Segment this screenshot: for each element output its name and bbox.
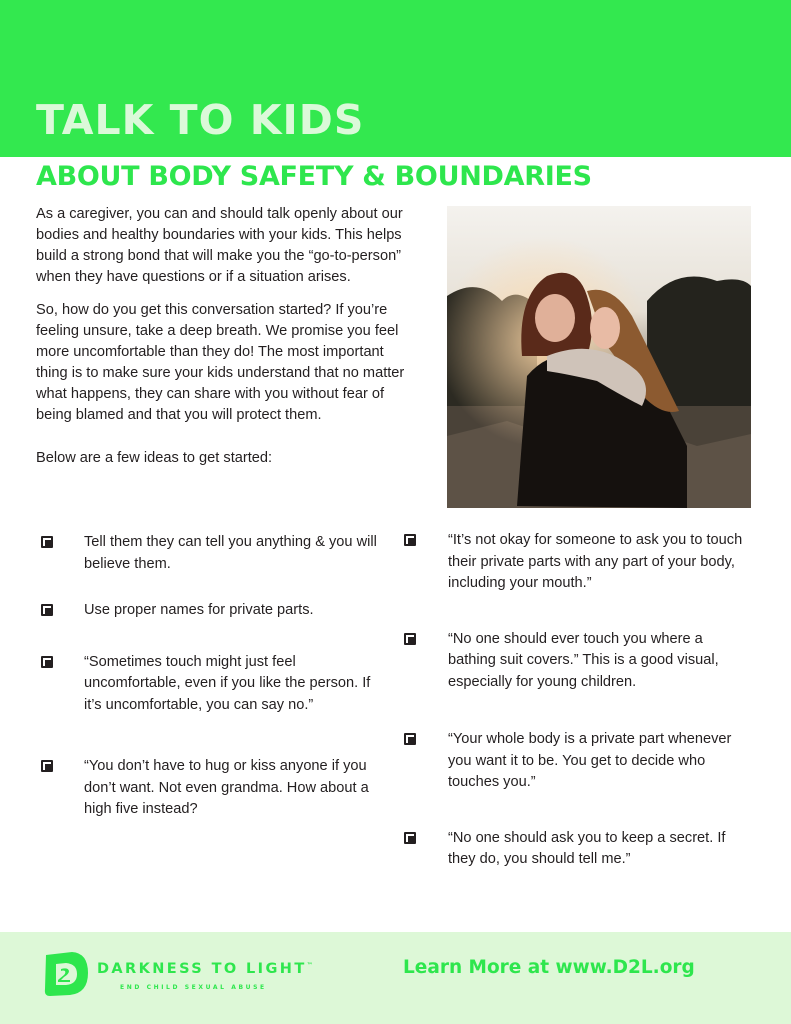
checkbox-icon (41, 656, 53, 668)
page-subtitle: ABOUT BODY SAFETY & BOUNDARIES (36, 161, 592, 192)
checkbox-icon (404, 832, 416, 844)
checklist-item-text: “No one should ever touch you where a bathing suit covers.” This is a good visual, especially for young children. (448, 630, 719, 690)
checkbox-icon (41, 604, 53, 616)
checklist-item (38, 652, 383, 717)
intro-paragraph: As a caregiver, you can and should talk openly about our bodies and healthy boundaries with your kids. This helps build a strong bond that will make you the “go-to-person” when they have questions or if a situation arises. (36, 206, 403, 285)
checklist-item (402, 828, 747, 871)
checklist-item-text: “Your whole body is a private part whenever you want it to be. You get to decide who touches you.” (448, 731, 732, 790)
checklist-left (38, 532, 383, 821)
caregiver-child-photo (447, 206, 751, 508)
checkbox-icon (404, 733, 416, 745)
checklist-item-text: Use proper names for private parts. (84, 602, 314, 618)
footer-band (0, 932, 791, 1024)
checkbox-icon (404, 633, 416, 645)
checklist-item-text: “Sometimes touch might just feel uncomfortable, even if you like the person. If it’s uncomfortable, you can say no.” (84, 653, 371, 713)
learn-more-link[interactable]: Learn More at www.D2L.org (403, 957, 695, 978)
checkbox-icon (41, 760, 53, 772)
org-tagline: END CHILD SEXUAL ABUSE (120, 984, 267, 991)
checklist-item (38, 756, 383, 821)
checklist-item-text: “It’s not okay for someone to ask you to touch their private parts with any part of your body, including your mouth.” (448, 532, 743, 591)
checklist-item-text: “You don’t have to hug or kiss anyone if you don’t want. Not even grandma. How about a high five instead? (84, 758, 369, 817)
checkbox-icon (404, 534, 416, 546)
intro-paragraph: So, how do you get this conversation started? If you’re feeling unsure, take a deep breath. We promise you feel more uncomfortable than they do! The most important thing is to make sure your kids understand that no matter what happens, they can share with you without fear of being blamed and that you will protect them. (36, 302, 405, 423)
checklist-right (402, 530, 747, 871)
checkbox-icon (41, 536, 53, 548)
trademark-mark: ™ (306, 962, 313, 970)
checklist-item-text: “No one should ask you to keep a secret. If they do, you should tell me.” (448, 829, 726, 867)
checklist-item (402, 729, 747, 794)
intro-lead-in: Below are a few ideas to get started: (36, 450, 273, 466)
org-name: DARKNESS TO LIGHT™ (97, 961, 313, 977)
checklist-item (38, 532, 383, 575)
intro-text (36, 204, 416, 481)
checklist-item (38, 600, 383, 622)
d2l-logo-icon (42, 949, 90, 997)
checklist-item (402, 629, 747, 694)
checklist-item (402, 530, 747, 595)
checklist-item-text: Tell them they can tell you anything & you will believe them. (84, 534, 377, 572)
page-title: TALK TO KIDS (36, 96, 365, 144)
